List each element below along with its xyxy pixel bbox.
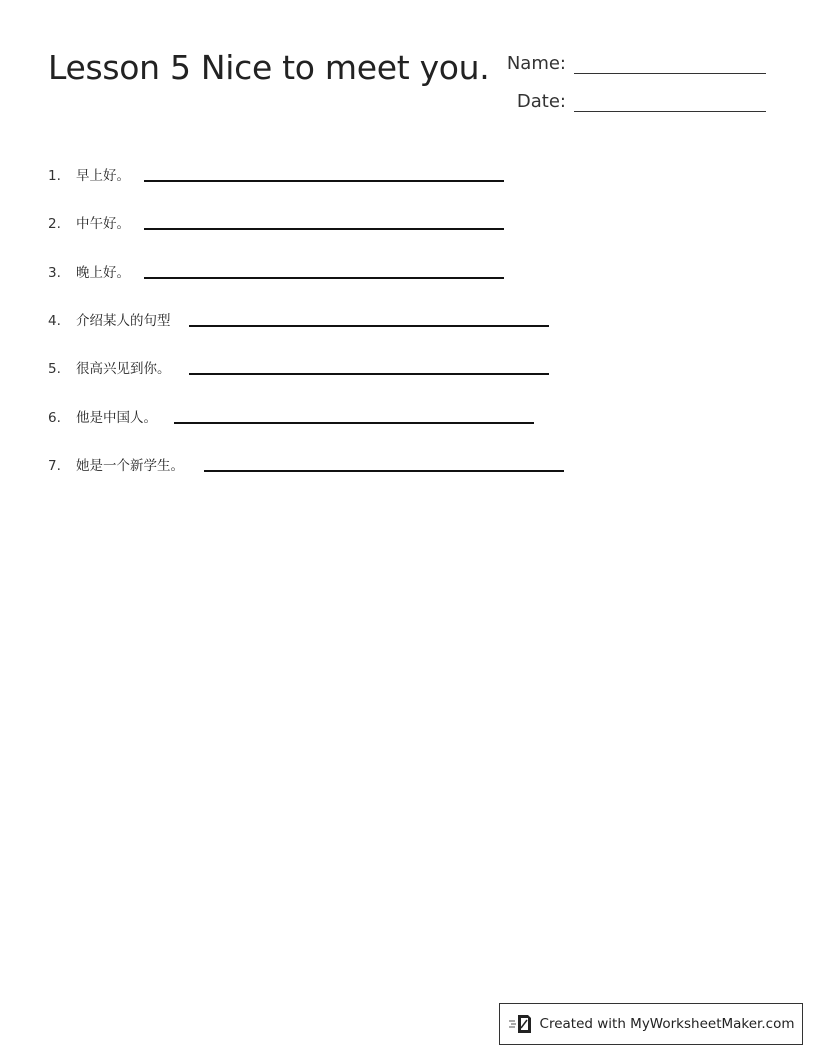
date-label: Date: <box>516 91 566 112</box>
answer-line[interactable] <box>144 277 504 279</box>
question-item <box>48 353 181 377</box>
answer-line[interactable] <box>189 373 549 375</box>
worksheet-logo-icon <box>508 1013 534 1035</box>
question-text: 早上好。 <box>76 168 130 184</box>
question-text: 她是一个新学生。 <box>76 458 184 474</box>
answer-line[interactable] <box>174 422 534 424</box>
question-item <box>48 305 181 329</box>
question-number: 4. <box>48 313 61 329</box>
question-item <box>48 160 140 184</box>
question-number: 6. <box>48 410 61 426</box>
date-field[interactable] <box>502 92 766 112</box>
question-text: 晚上好。 <box>76 265 130 281</box>
question-item <box>48 208 140 232</box>
answer-line[interactable] <box>204 470 564 472</box>
question-item <box>48 402 167 426</box>
question-number: 7. <box>48 458 61 474</box>
question-number: 2. <box>48 216 61 232</box>
worksheet-title: Lesson 5 Nice to meet you. <box>48 48 490 87</box>
answer-line[interactable] <box>189 325 549 327</box>
name-label: Name: <box>506 53 566 74</box>
question-number: 1. <box>48 168 61 184</box>
question-number: 3. <box>48 265 61 281</box>
footer-credit[interactable] <box>499 1003 803 1045</box>
question-text: 介绍某人的句型 <box>76 313 171 329</box>
question-item <box>48 450 194 474</box>
answer-line[interactable] <box>144 180 504 182</box>
question-item <box>48 257 140 281</box>
date-blank-line[interactable] <box>574 93 766 112</box>
question-number: 5. <box>48 361 61 377</box>
footer-text: Created with MyWorksheetMaker.com <box>539 1016 795 1032</box>
name-blank-line[interactable] <box>574 55 766 74</box>
answer-line[interactable] <box>144 228 504 230</box>
question-text: 他是中国人。 <box>76 410 157 426</box>
question-text: 很高兴见到你。 <box>76 361 171 377</box>
question-text: 中午好。 <box>76 216 130 232</box>
name-field[interactable] <box>502 54 766 74</box>
